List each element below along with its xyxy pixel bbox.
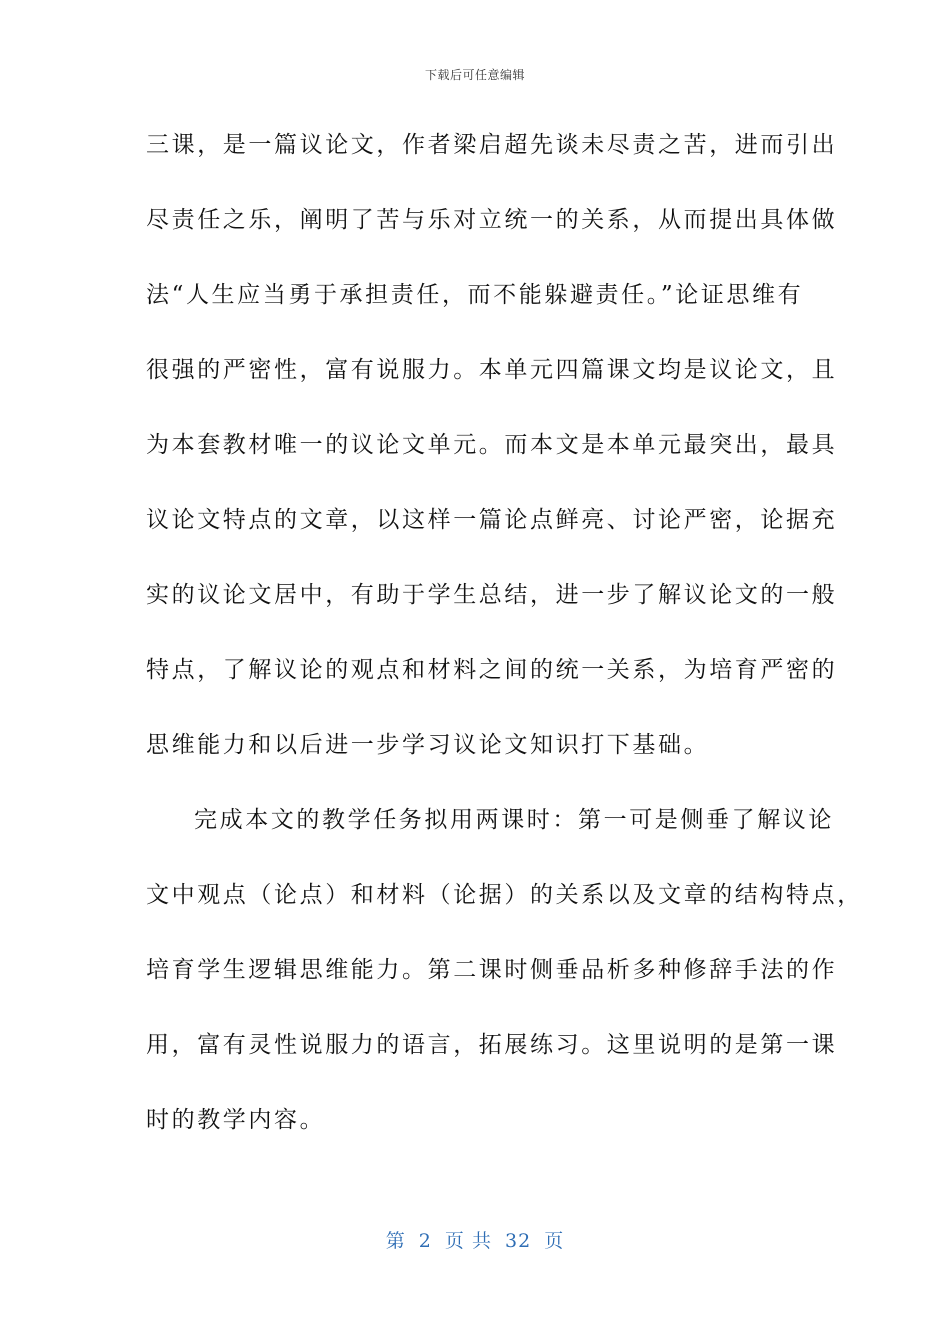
page-header: 下载后可任意编辑 bbox=[424, 68, 525, 82]
total-page-number: 32 bbox=[505, 1230, 532, 1252]
document-body bbox=[146, 125, 863, 1175]
text-line: 文中观点（论点）和材料（论据）的关系以及文章的结构特点， bbox=[146, 882, 863, 908]
text-line: 法“人生应当勇于承担责任，而不能躲避责任。”论证思维有 bbox=[146, 282, 804, 308]
text-line: 培育学生逻辑思维能力。第二课时侧垂品析多种修辞手法的作 bbox=[146, 957, 838, 983]
page-prefix: 第 bbox=[385, 1230, 406, 1252]
page-number-footer bbox=[0, 1226, 950, 1253]
text-line: 议论文特点的文章，以这样一篇论点鲜亮、讨论严密，论据充 bbox=[146, 507, 838, 533]
text-line: 尽责任之乐，阐明了苦与乐对立统一的关系，从而提出具体做 bbox=[146, 207, 838, 233]
text-line: 用，富有灵性说服力的语言，拓展练习。这里说明的是第一课 bbox=[146, 1032, 838, 1058]
text-line: 时的教学内容。 bbox=[146, 1107, 326, 1133]
page-mid: 页 共 bbox=[444, 1230, 492, 1252]
current-page-number: 2 bbox=[418, 1230, 432, 1252]
text-line: 三课，是一篇议论文，作者梁启超先谈未尽责之苦，进而引出 bbox=[146, 132, 838, 158]
text-line: 为本套教材唯一的议论文单元。而本文是本单元最突出，最具 bbox=[146, 432, 838, 458]
text-line: 思维能力和以后进一步学习议论文知识打下基础。 bbox=[146, 732, 710, 758]
text-line: 实的议论文居中，有助于学生总结，进一步了解议论文的一般 bbox=[146, 582, 838, 608]
page-suffix: 页 bbox=[544, 1230, 565, 1252]
text-line: 特点，了解议论的观点和材料之间的统一关系，为培育严密的 bbox=[146, 657, 838, 683]
paragraph-first-line: 完成本文的教学任务拟用两课时：第一可是侧垂了解议论 bbox=[194, 807, 834, 833]
text-line: 很强的严密性，富有说服力。本单元四篇课文均是议论文，且 bbox=[146, 357, 838, 383]
